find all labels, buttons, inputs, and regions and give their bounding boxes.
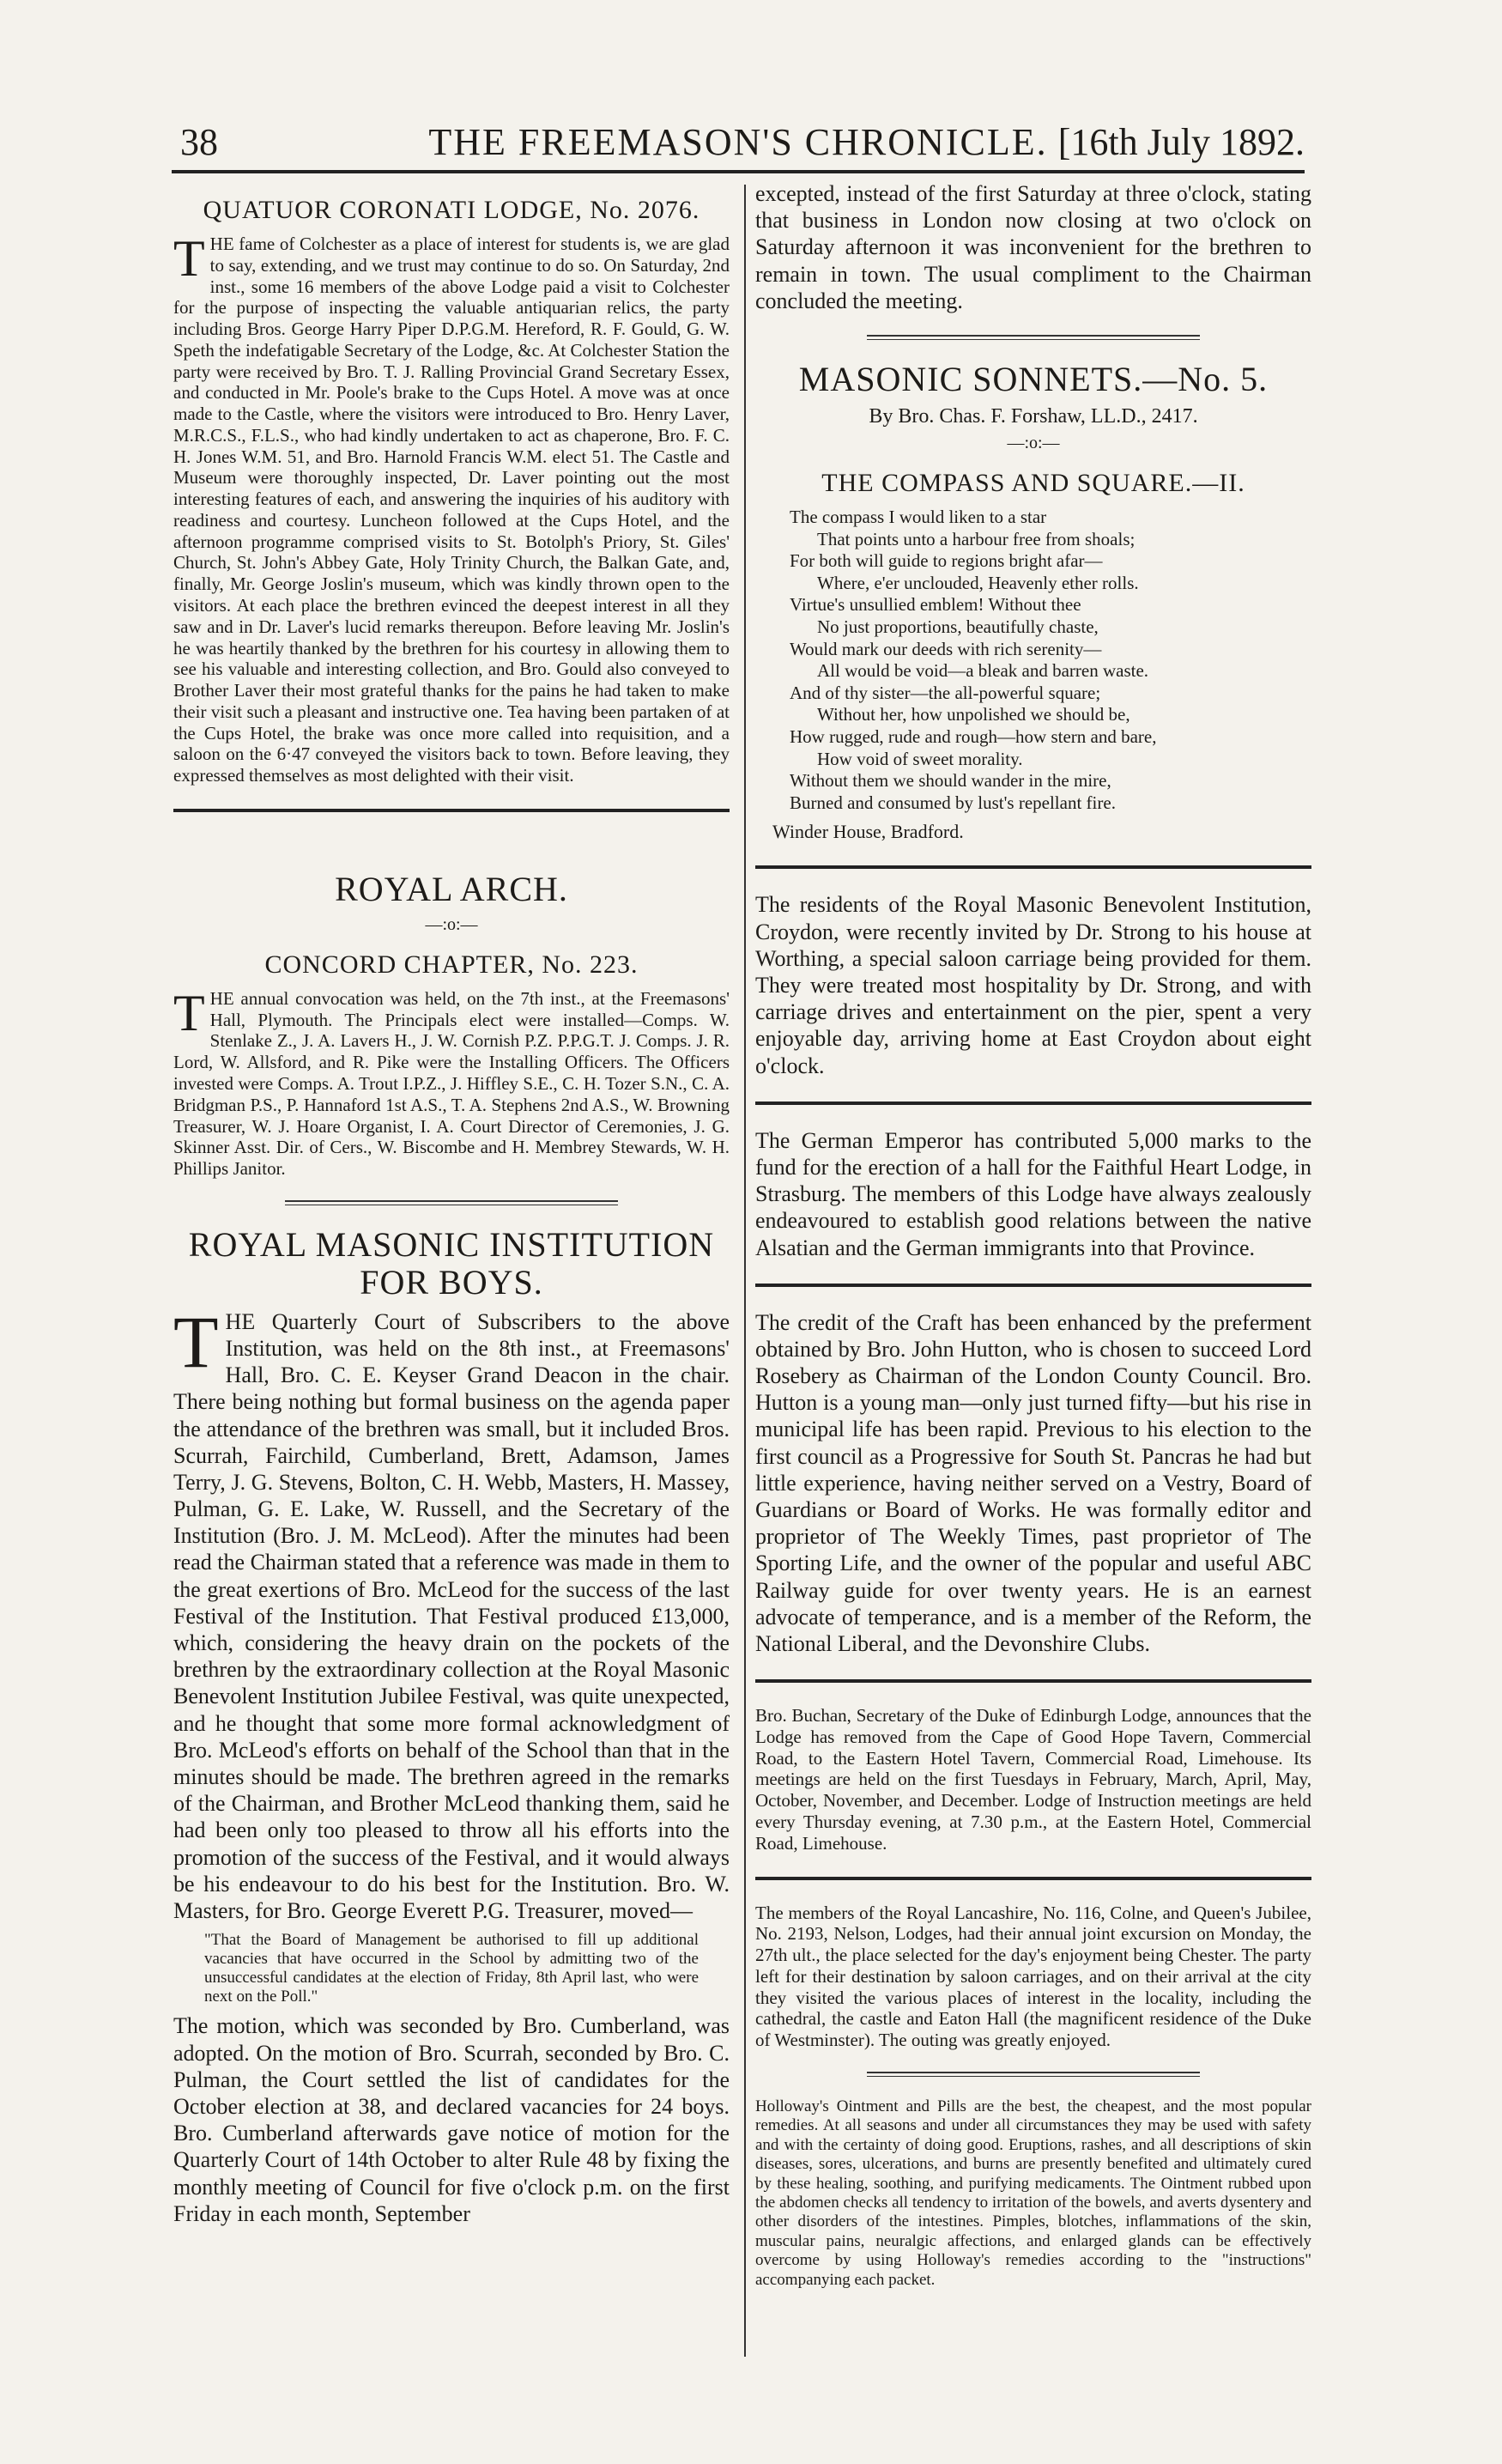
drop-cap: T (173, 984, 205, 1041)
ornament: —:o:— (1007, 433, 1060, 452)
article-boys-institution (173, 1226, 730, 2227)
poem-line: And of thy sister—the all-powerful square; (790, 682, 1101, 703)
article-heading: MASONIC SONNETS.—No. 5. (798, 359, 1269, 398)
drop-cap: T (173, 230, 205, 287)
paragraph-hutton: The credit of the Craft has been enhanced by the preferment obtained by Bro. John Hutton, who is chosen to succeed Lord Rosebery as Chairman of the London County Council. Bro. Hutton is a young man—only just turned fifty—but his rise in municipal life has been rapid. Previous to his election to the first council as a Progressive for South St. Pancras he had but little experience, having neither served on a Vestry, Board of Guardians or Board of Works. He was formally editor and proprietor of The Weekly Times, past proprietor of The Sporting Life, and the owner of the popular and useful ABC Railway guide for over twenty years. He is an earnest advocate of temperance, and is a member of the Reform, the National Liberal, and the Devonshire Clubs. (755, 1309, 1311, 1656)
article-masonic-sonnets (755, 361, 1311, 844)
poem-line: The compass I would liken to a star (790, 506, 1047, 527)
issue-date: [16th July 1892. (1057, 121, 1305, 163)
section-rule (755, 1284, 1311, 1287)
paragraph-german-emperor: The German Emperor has contributed 5,000 marks to the fund for the erection of a hall for the Faithful Heart Lodge, in Strasburg. The members of this Lodge have always zealously endeavoured to establish good relations between the native Alsatian and the German immigrants into that Province. (755, 1127, 1311, 1260)
poem-line: How rugged, rude and rough—how stern and bare, (790, 726, 1157, 748)
poem-line: That points unto a harbour free from shoals; (817, 528, 1136, 549)
masthead-rule (172, 170, 1305, 173)
section-divider (867, 2072, 1200, 2077)
poem-line: Without them we should wander in the mire, (790, 770, 1111, 792)
article-heading: QUATUOR CORONATI LODGE, No. 2076. (203, 196, 700, 224)
section-rule (755, 1877, 1311, 1880)
byline: By Bro. Chas. F. Forshaw, LL.D., 2417. (869, 404, 1198, 428)
page-number: 38 (180, 121, 218, 163)
paragraph-buchan: Bro. Buchan, Secretary of the Duke of Edinburgh Lodge, announces that the Lodge has removed from the Cape of Good Hope Tavern, Commercial Road, to the Eastern Hotel Tavern, Commercial Road, Limehouse. Its meetings are held on the first Tuesdays in February, March, April, May, October, November, and December. Lodge of Instruction meetings are held every Thursday evening, at 7.30 p.m., at the Eastern Hotel, Commercial Road, Limehouse. (755, 1705, 1311, 1854)
poem-line: For both will guide to regions bright afar— (790, 550, 1103, 572)
column-separator (744, 185, 746, 2357)
section-rule (173, 809, 730, 812)
poem (790, 507, 1311, 815)
poem-signature: Winder House, Bradford. (772, 821, 964, 843)
poem-line: No just proportions, beautifully chaste, (817, 616, 1099, 637)
ornament: —:o:— (425, 914, 478, 934)
section-rule (755, 1102, 1311, 1105)
poem-line: Where, e'er unclouded, Heavenly ether rolls. (817, 572, 1139, 593)
poem-title: THE COMPASS AND SQUARE.—II. (821, 468, 1245, 497)
newspaper-title: THE FREEMASON'S CHRONICLE. (428, 121, 1048, 163)
poem-line: Virtue's unsullied emblem! Without thee (790, 594, 1081, 616)
poem-line: How void of sweet morality. (817, 748, 1023, 769)
paragraph-benevolent: The residents of the Royal Masonic Benevolent Institution, Croydon, were recently invited by Dr. Strong to his house at Worthing, a special saloon carriage being provided for them. They were treated most hospitality by Dr. Strong, and with carriage drives and entertainment on the pier, spent a very enjoyable day, arriving home at East Croydon about eight o'clock. (755, 892, 1311, 1078)
poem-line: Burned and consumed by lust's repellant fire. (790, 792, 1116, 813)
advertisement-holloway: Holloway's Ointment and Pills are the best, the cheapest, and the most popular remedies. At all seasons and under all circumstances they may be used with safety and with the certainty of doing good. Eruptions, rashes, and all descriptions of skin diseases, sores, ulcerations, and burns are presently benefited and ultimately cured by these healing, soothing, and purifying medicaments. The Ointment rubbed upon the abdomen checks all tendency to irritation of the bowels, and averts dysentery and other disorders of the intestines. Pimples, blotches, inflammations of the skin, muscular pains, neuralgic affections, and enlarged glands can be effectively overcome by using Holloway's remedies according to the "instructions" accompanying each packet. (755, 2097, 1311, 2289)
right-column (755, 180, 1311, 2290)
resolution-quote: "That the Board of Management be authorised to fill up additional vacancies that have occurred in the School by admitting two of the unsuccessful candidates at the election of Friday, 8th April last, who were next on the Poll." (204, 1931, 699, 2006)
paragraph-lancashire: The members of the Royal Lancashire, No. 116, Colne, and Queen's Jubilee, No. 2193, Nelson, Lodges, had their annual joint excursion on Monday, the 27th ult., the place selected for the day's enjoyment being Chester. The party left for their destination by saloon carriages, and on their arrival at the city they visited the various places of interest in the locality, including the cathedral, the castle and Eaton Hall (the magnificent residence of the Duke of Westminster). The outing was greatly enjoyed. (755, 1902, 1311, 2051)
article-body: THE fame of Colchester as a place of interest for students is, we are glad to say, extending, and we trust may continue to do so. On Saturday, 2nd inst., some 16 members of the above Lodge paid a visit to Colchester for the purpose of inspecting the valuable antiquarian relics, the party including Bros. George Harry Piper D.P.G.M. Hereford, R. F. Gould, G. W. Speth the indefatigable Secretary of the Lodge, &c. At Colchester Station the party were received by Bro. T. J. Ralling Provincial Grand Secretary Essex, and conducted in Mr. Poole's brake to the Cups Hotel. A move was at once made to the Castle, where the visitors were introduced to Bro. Henry Laver, M.R.C.S., F.L.S., who had kindly undertaken to act as chaperone, Bro. F. C. H. Jones W.M. 51, and Bro. Harnold Francis W.M. elect 51. The Castle and Museum were thoroughly inspected, Dr. Laver pointing out the most interesting features of each, and answering the inquiries of his auditory with readiness and courtesy. Luncheon followed at the Cups Hotel, and the afternoon programme comprised visits to St. Botolph's Priory, St. Giles' Church, St. John's Abbey Gate, Holy Trinity Church, the Balkan Gate, and, finally, Mr. George Joslin's museum, which was kindly thrown open to the visitors. At each place the brethren evinced the deepest interest in all they saw and in Dr. Laver's lucid remarks thereupon. Before leaving Mr. Joslin's he was heartily thanked by the brethren for his courtesy in allowing them to see his valuable and interesting collection, and Bro. Gould also conveyed to Brother Laver their most grateful thanks for the pains he had taken to make their visit such a pleasant and instructive one. Tea having been partaken of at the Cups Hotel, the brake was once more called into requisition, and a saloon on the 6·47 conveyed the visitors back to town. Before leaving, they expressed themselves as most delighted with their visit. (173, 230, 730, 786)
article-heading: ROYAL MASONIC INSTITUTION FOR BOYS. (188, 1224, 715, 1302)
article-body-continued: The motion, which was seconded by Bro. Cumberland, was adopted. On the motion of Bro. Scurrah, seconded by Bro. C. Pulman, the Court settled the list of candidates for the October election at 38, and declared vacancies for 24 boys. Bro. Cumberland afterwards gave notice of motion for the Quarterly Court of 14th October to alter Rule 48 by fixing the monthly meeting of Council for five o'clock p.m. on the first Friday in each month, September (173, 2013, 730, 2226)
section-rule (755, 865, 1311, 869)
left-column (173, 180, 730, 2227)
article-continuation: excepted, instead of the first Saturday at three o'clock, stating that business in London now closing at two o'clock on Saturday afternoon it was inconvenient for the brethren to remain in town. The usual compliment to the Chairman concluded the meeting. (755, 181, 1311, 313)
section-divider (285, 1200, 618, 1205)
article-quatuor-coronati (173, 196, 730, 786)
drop-cap: T (173, 1300, 219, 1383)
poem-line: Would mark our deeds with rich serenity— (790, 638, 1102, 659)
article-body: THE Quarterly Court of Subscribers to the above Institution, was held on the 8th inst., at Freemasons' Hall, Bro. C. E. Keyser Grand Deacon in the chair. There being nothing but formal business on the agenda paper the attendance of the brethren was small, but it included Bros. Scurrah, Fairchild, Cumberland, Brett, Adamson, James Terry, J. G. Stevens, Bolton, C. H. Webb, Masters, H. Massey, Pulman, G. E. Lake, W. Russell, and the Secretary of the Institution (Bro. J. M. McLeod). After the minutes had been read the Chairman stated that a reference was made in them to the great exertions of Bro. McLeod for the success of the last Festival of the Institution. That Festival produced £13,000, which, considering the heavy drain on the pockets of the brethren by the extraordinary collection at the Royal Masonic Benevolent Institution Jubilee Festival, was quite unexpected, and he thought that some more formal acknowledgment of Bro. McLeod's efforts on behalf of the School than that in the minutes should be made. The brethren agreed in the remarks of the Chairman, and Brother McLeod thanking them, said he had been only too pleased to throw all his efforts into the promotion of the success of the Festival, and it would always be his endeavour to do his best for the Institution. Bro. W. Masters, for Bro. George Everett P.G. Treasurer, moved— (173, 1300, 730, 1923)
masthead (172, 120, 1305, 163)
article-body: THE annual convocation was held, on the 7th inst., at the Freemasons' Hall, Plymouth. The Principals elect were installed—Comps. W. Stenlake Z., J. A. Lavers H., J. W. Cornish P.Z. P.P.G.T. J. Comps. J. R. Lord, W. Allsford, and R. Pike were the Installing Officers. The Officers invested were Comps. A. Trout I.P.Z., J. Hiffley S.E., C. H. Tozer S.N., C. A. Bridgman P.S., P. Hannaford 1st A.S., T. A. Stephens 2nd A.S., W. Browning Treasurer, W. J. Hoare Organist, I. A. Court Director of Ceremonies, J. G. Skinner Asst. Dir. of Cers., W. Biscombe and H. Membrey Stewards, W. H. Phillips Janitor. (173, 984, 730, 1180)
section-divider (867, 335, 1200, 340)
poem-line: All would be void—a bleak and barren waste. (817, 660, 1149, 682)
article-royal-arch (173, 871, 730, 1180)
section-rule (755, 1679, 1311, 1683)
article-heading: ROYAL ARCH. (335, 869, 568, 908)
article-subheading: CONCORD CHAPTER, No. 223. (264, 950, 639, 979)
poem-line: Without her, how unpolished we should be, (817, 704, 1130, 725)
